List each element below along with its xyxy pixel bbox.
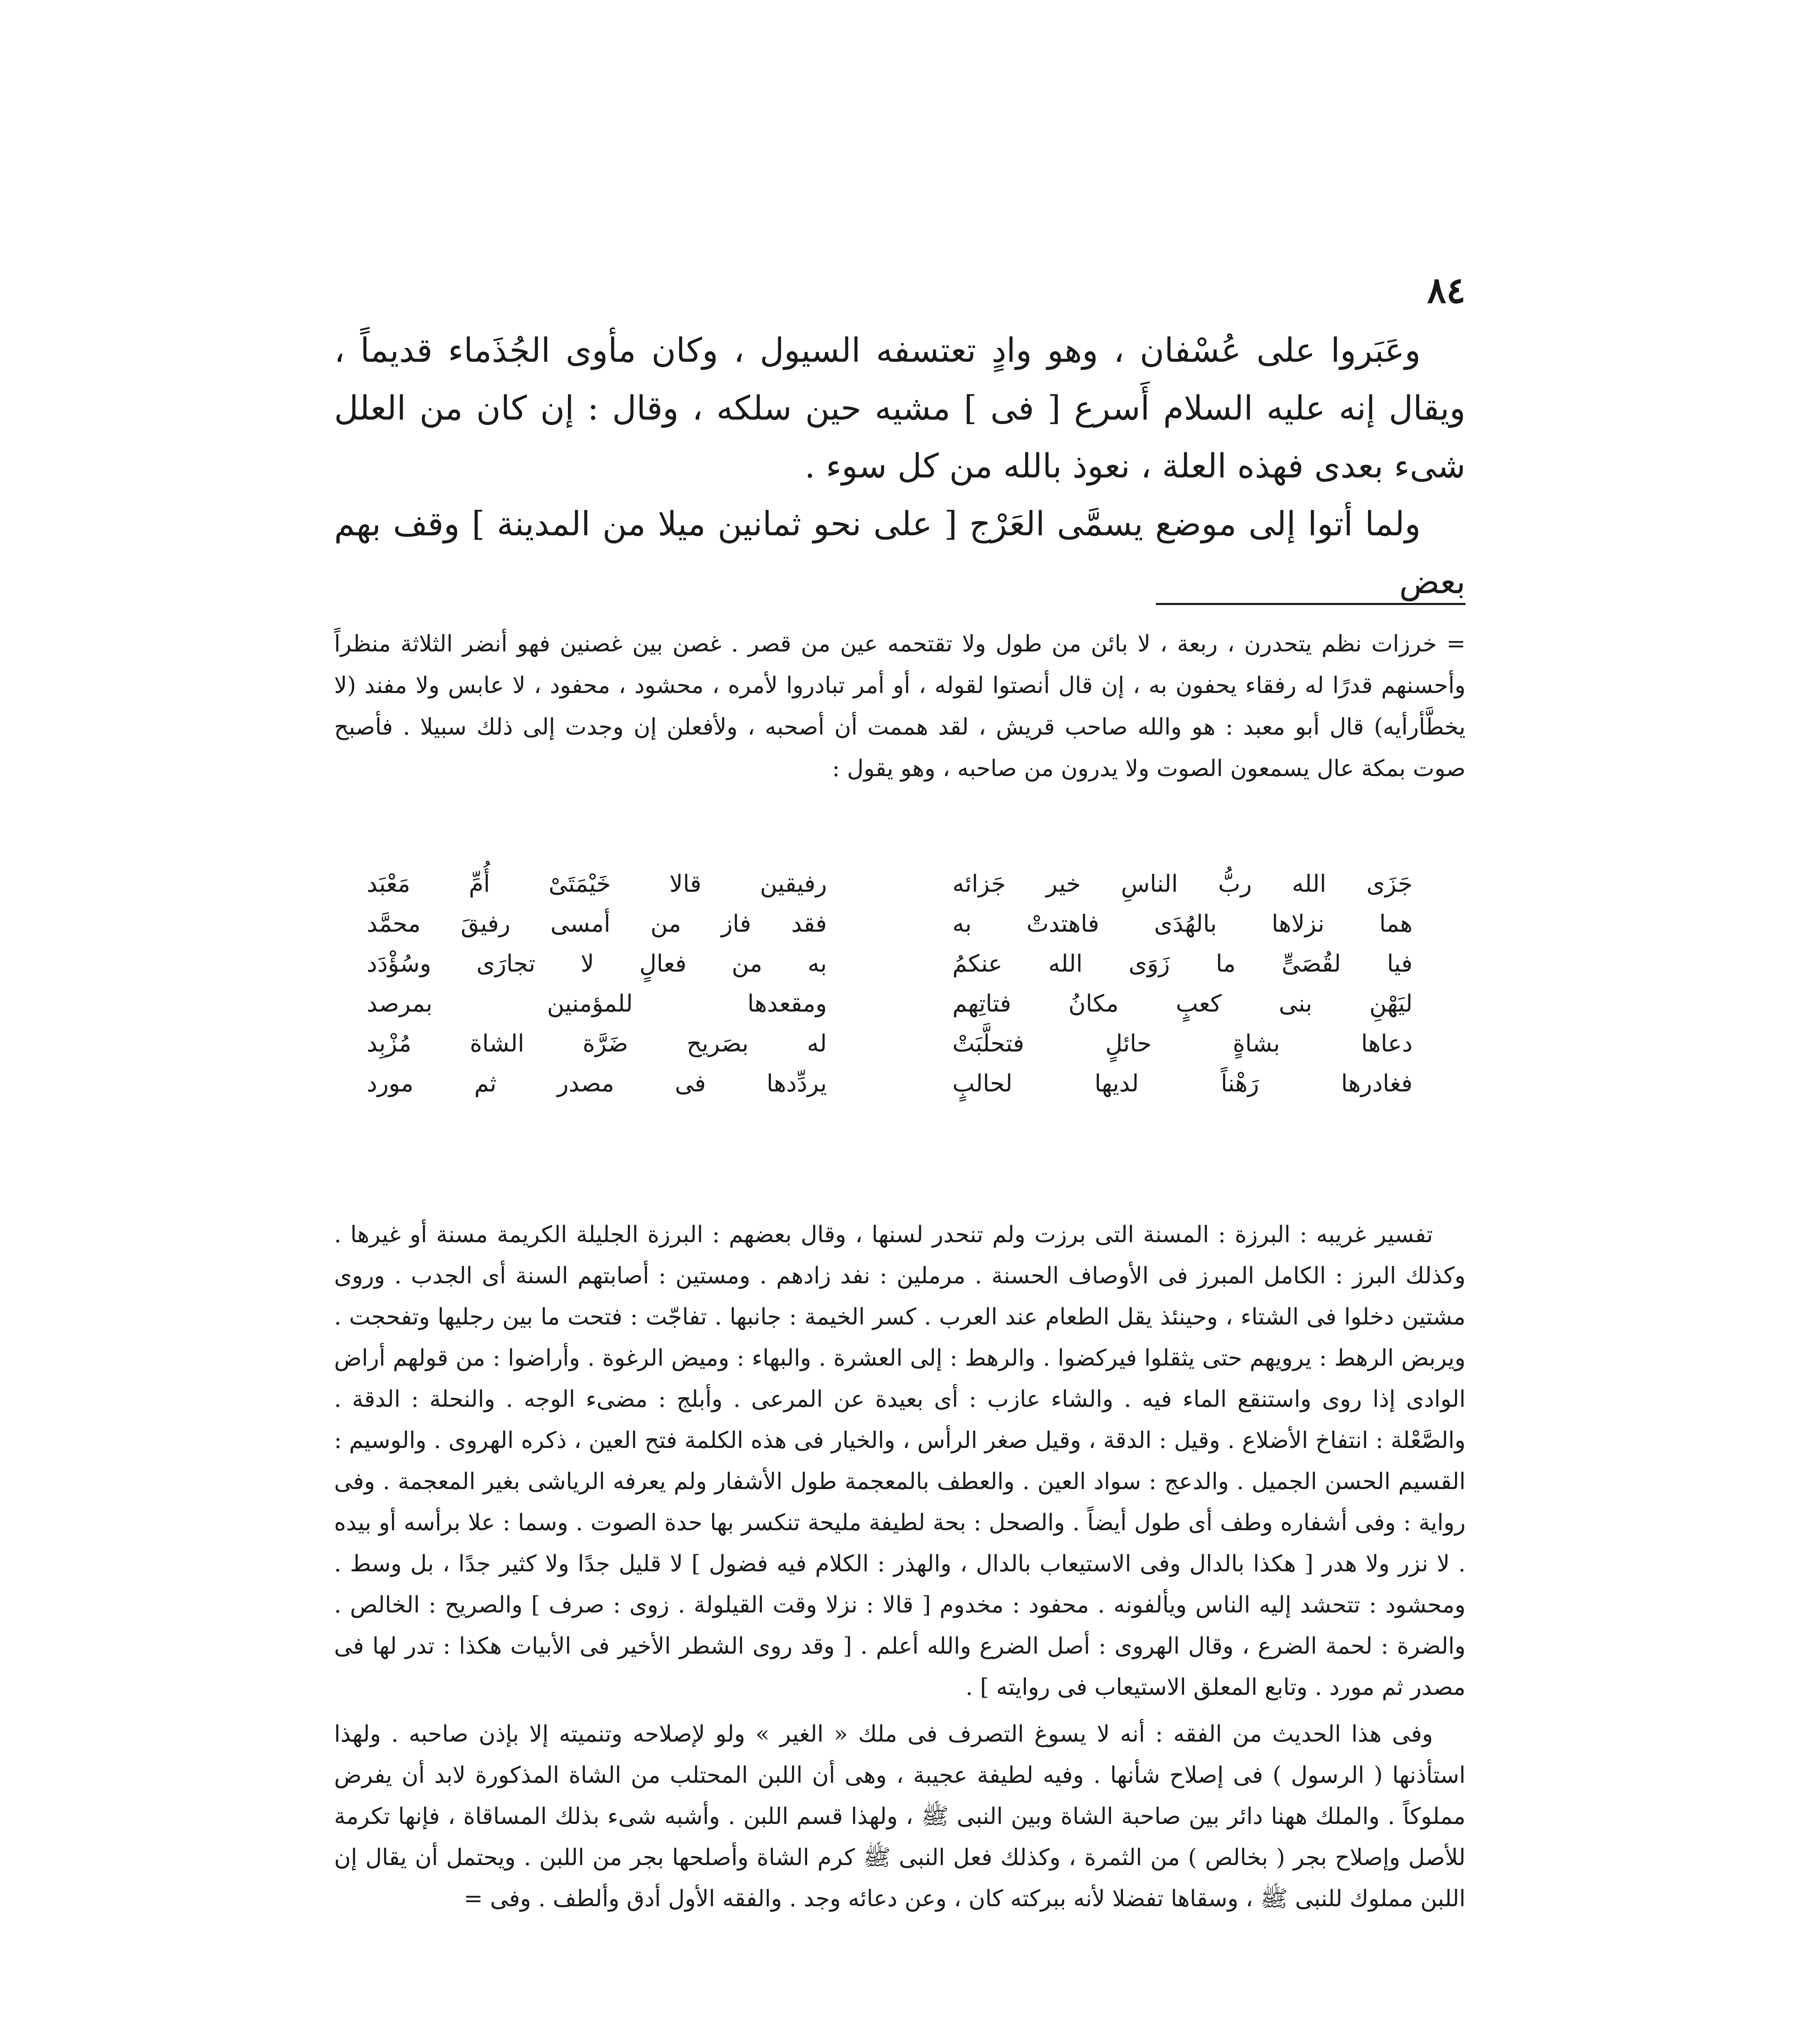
commentary-paragraph: تفسير غريبه : البرزة : المسنة التى برزت ولم تنحدر لسنها ، وقال بعضهم : البرزة الجليلة الكريمة مسنة أو غيرها . وكذلك البرز : الكامل المبرز فى الأوصاف الحسنة . مرملين : نفد زادهم . ومستين : أصابتهم السنة أى الجدب . وروى مشتين دخلوا فى الشتاء ، وحينئذ يقل الطعام عند العرب . كسر الخيمة : جانبها . تفاجّت : فتحت ما بين رجليها وتفحجت . ويربض الرهط : يرويهم حتى يثقلوا فيركضوا . والرهط : إلى العشرة . والبهاء : وميض الرغوة . وأراضوا : من قولهم أراض الوادى إذا روى واستنقع الماء فيه . والشاء عازب : أى بعيدة عن المرعى . وأبلج : مضىء الوجه . والنحلة : الدقة . والصَّعْلة : انتفاخ الأضلاع . وقيل : الدقة ، وقيل صغر الرأس ، والخيار فى هذه الكلمة فتح العين ، ذكره الهروى . والوسيم : القسيم الحسن الجميل . والدعج : سواد العين . والعطف بالمعجمة طول الأشفار ولم يعرفه الرياشى بغير المعجمة . وفى رواية : وفى أشفاره وطف أى طول أيضاً . والصحل : بحة لطيفة مليحة تنكسر بها حدة الصوت . وسما : علا برأسه أو بيده . لا نزر ولا هدر [ هكذا بالدال وفى الاستيعاب بالدال ، والهذر : الكلام فيه فضول ] لا قليل جدًا ولا كثير جدًا ، بل وسط . ومحشود : تتحشد إليه الناس ويألفونه . محفود : مخدوم [ قالا : نزلا وقت القيلولة . زوى : صرف ] والصريح : الخالص . والضرة : لحمة الضرع ، وقال الهروى : أصل الضرع والله أعلم . [ وقد روى الشطر الأخير فى الأبيات هكذا : تدر لها فى مصدر ثم مورد . وتابع المعلق الاستيعاب فى روايته ] . (334, 1221, 1466, 1700)
verse-first-hemistich: ليَهْنِ بنى كعبٍ مكانُ فتاتِهم (952, 990, 1413, 1017)
main-paragraph: وعَبَروا على عُسْفان ، وهو وادٍ تعتسفه السيول ، وكان مأوى الجُذَماء قديماً ، ويقال إنه عليه السلام أَسرع [ فى ] مشيه حين سلكه ، وقال : إن كان من العلل شىء بعدى فهذه العلة ، نعوذ بالله من كل سوء . (334, 331, 1466, 486)
verse-second-hemistich: به من فعالٍ لا تجارَى وسُؤْدَد (367, 950, 827, 977)
poem-verse (367, 944, 1413, 983)
verse-second-hemistich: ومقعدها للمؤمنين بمرصد (367, 990, 827, 1017)
footnote-text: = خرزات نظم يتحدرن ، ربعة ، لا بائن من طول ولا تقتحمه عين من قصر . غصن بين غصنين فهو أنضر الثلاثة منظراً وأحسنهم قدرًا له رفقاء يحفون به ، إن قال أنصتوا لقوله ، أو أمر تبادروا لأمره ، محشود ، محفود ، لا عابس ولا مفند (لا يخطَّأرأيه) قال أبو معبد : هو والله صاحب قريش ، لقد هممت أن أصحبه ، ولأفعلن إن وجدت إلى ذلك سبيلا . فأصبح صوت بمكة عال يسمعون الصوت ولا يدرون من صاحبه ، وهو يقول : (334, 631, 1466, 782)
poem-verse (367, 864, 1413, 904)
poem (367, 864, 1413, 1103)
verse-first-hemistich: هما نزلاها بالهُدَى فاهتدتْ به (952, 910, 1413, 937)
verse-first-hemistich: جَزَى الله ربُّ الناسِ خير جَزائه (952, 870, 1413, 898)
main-paragraph: ولما أتوا إلى موضع يسمَّى العَرْج [ على نحو ثمانين ميلا من المدينة ] وقف بهم بعض (334, 505, 1466, 601)
poem-verse (367, 1023, 1413, 1063)
footnote (334, 623, 1466, 790)
poem-verse (367, 904, 1413, 944)
verse-first-hemistich: فغادرها رَهْناً لديها لحالبٍ (952, 1069, 1413, 1097)
page-number: ٨٤ (1427, 269, 1466, 311)
commentary (334, 1214, 1466, 1919)
verse-first-hemistich: دعاها بشاةٍ حائلٍ فتحلَّبَتْ (952, 1029, 1413, 1057)
commentary-paragraph: وفى هذا الحديث من الفقه : أنه لا يسوغ التصرف فى ملك « الغير » ولو لإصلاحه وتنميته إلا بإذن صاحبه . ولهذا استأذنها ( الرسول ) فى إصلاح شأنها . وفيه لطيفة عجيبة ، وهى أن اللبن المحتلب من الشاة المذكورة لابد أن يفرض مملوكاً . والملك ههنا دائر بين صاحبة الشاة وبين النبى ﷺ ، ولهذا قسم اللبن . وأشبه شىء بذلك المساقاة ، فإنها تكرمة للأصل وإصلاح بجر ( بخالص ) من الثمرة ، وكذلك فعل النبى ﷺ كرم الشاة وأصلحها بجر من اللبن . ويحتمل أن يقال إن اللبن مملوك للنبى ﷺ ، وسقاها تفضلا لأنه ببركته كان ، وعن دعائه وجد . والفقه الأول أدق وألطف . وفى = (334, 1721, 1466, 1912)
main-text (334, 322, 1466, 611)
verse-second-hemistich: رفيقين قالا خَيْمَتَىْ أُمِّ مَعْبَد (367, 870, 827, 898)
poem-verse (367, 1063, 1413, 1103)
verse-second-hemistich: يردِّدها فى مصدر ثم مورد (367, 1069, 827, 1097)
verse-second-hemistich: له بصَريح ضَرَّة الشاة مُزْبِد (367, 1029, 827, 1057)
poem-verse (367, 983, 1413, 1023)
verse-first-hemistich: فيا لقُصَىٍّ ما زَوَى الله عنكمُ (952, 950, 1413, 977)
verse-second-hemistich: فقد فاز من أمسى رفيقَ محمَّد (367, 910, 827, 937)
footnote-separator (1156, 603, 1466, 605)
